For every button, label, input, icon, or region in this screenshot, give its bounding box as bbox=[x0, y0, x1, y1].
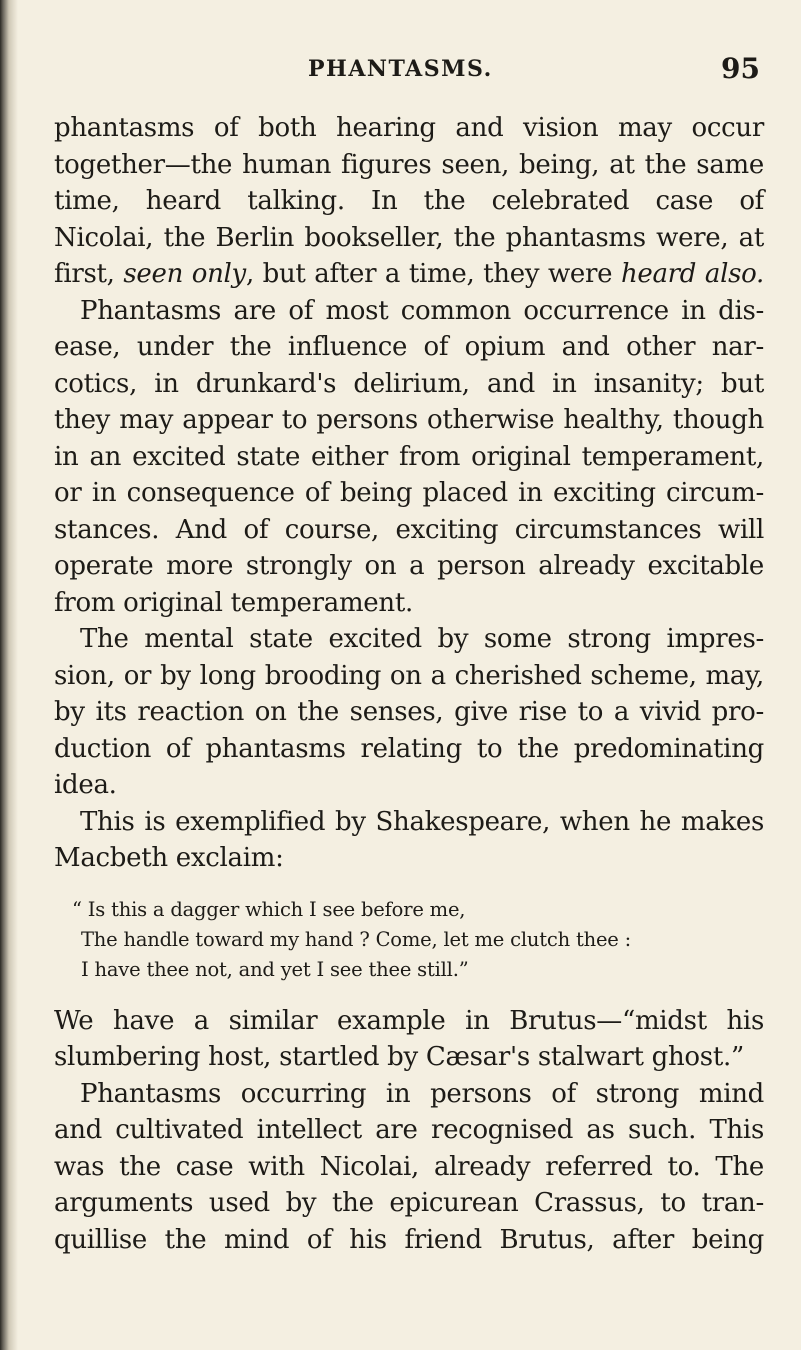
text-line: phantasms of both hearing and vision may occur bbox=[54, 113, 764, 143]
text-line: time, heard talking. In the celebrated case of bbox=[54, 186, 764, 216]
text-line: and cultivated intellect are recognised as such. This bbox=[54, 1115, 764, 1145]
text-line: Phantasms are of most common occurrence in dis- bbox=[80, 295, 764, 326]
text-line: slumbering host, startled by Cæsar's stalwart ghost.” bbox=[54, 1042, 744, 1072]
paragraph-5 bbox=[54, 1003, 764, 1076]
text-line: was the case with Nicolai, already referred to. The bbox=[54, 1151, 764, 1182]
paragraph-3 bbox=[54, 621, 764, 804]
body-text bbox=[54, 110, 764, 1258]
italic-run: seen only bbox=[123, 259, 246, 289]
text-line: they may appear to persons otherwise healthy, though bbox=[54, 405, 764, 435]
text-line: in an excited state either from original temperament, bbox=[54, 441, 764, 472]
text-line: Nicolai, the Berlin bookseller, the phantasms were, at bbox=[54, 222, 764, 253]
text-line: stances. And of course, exciting circumstances will bbox=[54, 514, 764, 545]
text-line: together—the human figures seen, being, at the same bbox=[54, 149, 764, 180]
text-line: from original temperament. bbox=[54, 587, 413, 618]
book-gutter-shadow bbox=[0, 0, 18, 1350]
text-line: by its reaction on the senses, give rise to a vivid pro- bbox=[54, 697, 764, 727]
page-number: 95 bbox=[721, 52, 760, 85]
text-line: arguments used by the epicurean Crassus, to tran- bbox=[54, 1188, 764, 1218]
text-line: quillise the mind of his friend Brutus, after being bbox=[54, 1224, 764, 1255]
text-line bbox=[54, 256, 764, 293]
paragraph-2 bbox=[54, 293, 764, 622]
text-line: Macbeth exclaim: bbox=[54, 843, 284, 873]
running-head bbox=[62, 52, 762, 92]
paragraph-6 bbox=[54, 1076, 764, 1259]
text-line: The mental state excited by some strong impres- bbox=[80, 624, 764, 654]
verse-quotation bbox=[54, 895, 764, 985]
text-line: idea. bbox=[54, 770, 117, 800]
text-line: Phantasms occurring in persons of strong mind bbox=[80, 1078, 764, 1109]
text-line: sion, or by long brooding on a cherished scheme, may, bbox=[54, 660, 764, 691]
paragraph-1 bbox=[54, 110, 764, 293]
text-line: This is exemplified by Shakespeare, when he makes bbox=[80, 806, 764, 837]
text-line: We have a similar example in Brutus—“midst his bbox=[54, 1005, 764, 1036]
paragraph-4 bbox=[54, 804, 764, 877]
italic-run: heard also. bbox=[620, 259, 764, 289]
verse-line: The handle toward my hand ? Come, let me clutch thee : bbox=[81, 927, 631, 951]
verse-line: I have thee not, and yet I see thee still.” bbox=[81, 957, 469, 981]
text-run: first, bbox=[54, 259, 124, 289]
text-line: cotics, in drunkard's delirium, and in insanity; but bbox=[54, 368, 764, 399]
text-line: duction of phantasms relating to the predominating bbox=[54, 733, 764, 764]
text-line: ease, under the influence of opium and other nar- bbox=[54, 332, 764, 362]
text-run: , but after a time, they were bbox=[245, 259, 621, 289]
text-line: operate more strongly on a person already excitable bbox=[54, 551, 764, 581]
text-line: or in consequence of being placed in exciting circum- bbox=[54, 478, 764, 508]
verse-line: “ Is this a dagger which I see before me, bbox=[72, 897, 466, 921]
running-title: PHANTASMS. bbox=[308, 56, 493, 82]
